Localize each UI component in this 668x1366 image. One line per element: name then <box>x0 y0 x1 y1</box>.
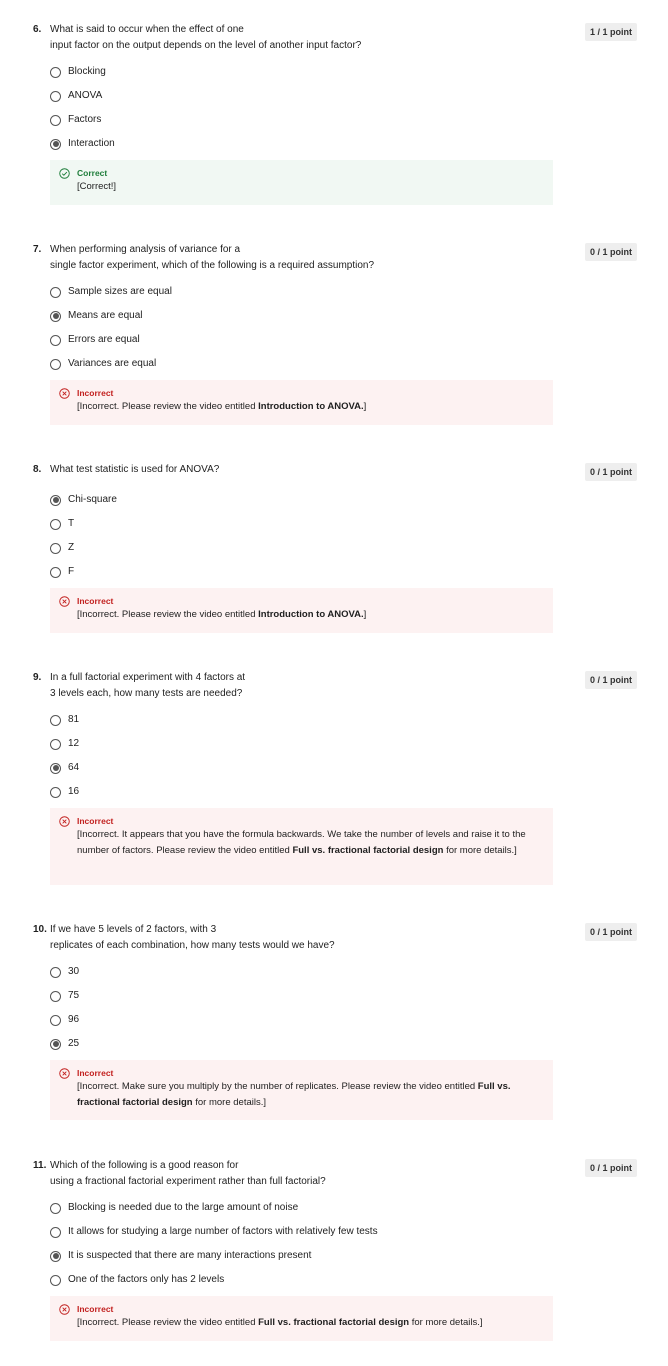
radio-selected-icon[interactable] <box>50 495 61 506</box>
points-badge: 0 / 1 point <box>585 463 637 481</box>
feedback-text <box>77 179 543 195</box>
answer-option[interactable] <box>50 712 79 728</box>
answer-option[interactable] <box>50 136 115 152</box>
feedback-text-part: for more details.] <box>443 845 517 856</box>
answer-option-label: Blocking <box>68 66 106 78</box>
answer-option-label: 96 <box>68 1014 80 1026</box>
radio-unselected-icon[interactable] <box>50 787 61 798</box>
answer-option-label: 64 <box>68 762 80 774</box>
points-badge: 0 / 1 point <box>585 671 637 689</box>
question-number: 6. <box>33 24 42 35</box>
points-badge: 0 / 1 point <box>585 243 637 261</box>
answer-option[interactable] <box>50 112 101 128</box>
question-text <box>50 922 550 954</box>
radio-selected-icon[interactable] <box>50 1039 61 1050</box>
radio-unselected-icon[interactable] <box>50 67 61 78</box>
question-text-line: single factor experiment, which of the following is a required assumption? <box>50 260 375 271</box>
feedback-status: Incorrect <box>77 1304 114 1314</box>
answer-option[interactable] <box>50 1200 298 1216</box>
answer-option[interactable] <box>50 760 79 776</box>
feedback-text-part: [Correct!] <box>77 181 117 192</box>
answer-option[interactable] <box>50 1224 378 1240</box>
x-circle-icon <box>59 596 70 607</box>
feedback-box <box>50 380 553 425</box>
points-badge: 0 / 1 point <box>585 1159 637 1177</box>
radio-selected-icon[interactable] <box>50 763 61 774</box>
answer-option[interactable] <box>50 540 74 556</box>
answer-option-label: ANOVA <box>68 90 103 102</box>
feedback-video-title: Introduction to ANOVA. <box>258 401 364 412</box>
feedback-box <box>50 1296 553 1341</box>
feedback-text <box>77 607 543 623</box>
question-text-line: In a full factorial experiment with 4 factors at <box>50 672 246 683</box>
answer-option[interactable] <box>50 64 106 80</box>
feedback-text <box>77 1315 543 1331</box>
question-text-line: What test statistic is used for ANOVA? <box>50 464 220 475</box>
x-circle-icon <box>59 1304 70 1315</box>
feedback-box <box>50 588 553 633</box>
answer-option[interactable] <box>50 308 143 324</box>
answer-option-label: 16 <box>68 786 80 798</box>
question-text-line: If we have 5 levels of 2 factors, with 3 <box>50 924 217 935</box>
answer-option[interactable] <box>50 332 140 348</box>
feedback-text <box>77 1079 543 1111</box>
feedback-text-part: [Incorrect. Please review the video entitled <box>77 401 259 412</box>
question-number: 10. <box>33 924 47 935</box>
question-text-line: What is said to occur when the effect of one <box>50 24 244 35</box>
answer-option[interactable] <box>50 492 117 508</box>
feedback-text-part: for more details.] <box>409 1317 483 1328</box>
feedback-video-title: Full vs. fractional factorial design <box>292 845 444 856</box>
answer-option[interactable] <box>50 356 156 372</box>
answer-option[interactable] <box>50 988 79 1004</box>
answer-option-label: One of the factors only has 2 levels <box>68 1274 225 1286</box>
answer-option[interactable] <box>50 516 74 532</box>
question-text-line: input factor on the output depends on the level of another input factor? <box>50 40 362 51</box>
feedback-text-part: ] <box>363 401 367 412</box>
feedback-box <box>50 808 553 885</box>
answer-option-label: Blocking is needed due to the large amount of noise <box>68 1202 299 1214</box>
answer-option[interactable] <box>50 1036 79 1052</box>
feedback-text-part: [Incorrect. Please review the video entitled <box>77 609 259 620</box>
answer-option-label: Factors <box>68 114 102 126</box>
feedback-video-title: Full vs. fractional factorial design <box>258 1317 410 1328</box>
radio-unselected-icon[interactable] <box>50 115 61 126</box>
answer-option-label: 12 <box>68 738 80 750</box>
answer-option-label: It is suspected that there are many interactions present <box>68 1250 312 1262</box>
points-badge: 0 / 1 point <box>585 923 637 941</box>
radio-selected-icon[interactable] <box>50 139 61 150</box>
feedback-status: Incorrect <box>77 816 114 826</box>
radio-unselected-icon[interactable] <box>50 991 61 1002</box>
question-text <box>50 242 550 274</box>
question-number: 8. <box>33 464 42 475</box>
question-text-line: using a fractional factorial experiment rather than full factorial? <box>50 1176 326 1187</box>
answer-option-label: 81 <box>68 714 80 726</box>
radio-unselected-icon[interactable] <box>50 567 61 578</box>
radio-unselected-icon[interactable] <box>50 1015 61 1026</box>
answer-option-label: Chi-square <box>68 494 117 506</box>
answer-option[interactable] <box>50 736 79 752</box>
answer-option[interactable] <box>50 1272 224 1288</box>
question-number: 7. <box>33 244 42 255</box>
answer-option-label: Errors are equal <box>68 334 140 346</box>
feedback-text <box>77 827 543 859</box>
question-text-line: replicates of each combination, how many tests would we have? <box>50 940 335 951</box>
radio-unselected-icon[interactable] <box>50 287 61 298</box>
check-circle-icon <box>59 168 70 179</box>
answer-option-label: Means are equal <box>68 310 143 322</box>
radio-selected-icon[interactable] <box>50 1251 61 1262</box>
feedback-status: Correct <box>77 168 108 178</box>
radio-unselected-icon[interactable] <box>50 1275 61 1286</box>
question-text-line: When performing analysis of variance for a <box>50 244 241 255</box>
x-circle-icon <box>59 816 70 827</box>
radio-unselected-icon[interactable] <box>50 519 61 530</box>
answer-option-label: Interaction <box>68 138 115 150</box>
radio-unselected-icon[interactable] <box>50 543 61 554</box>
radio-unselected-icon[interactable] <box>50 1203 61 1214</box>
feedback-box <box>50 160 553 205</box>
feedback-status: Incorrect <box>77 596 114 606</box>
answer-option-label: 75 <box>68 990 80 1002</box>
radio-unselected-icon[interactable] <box>50 967 61 978</box>
answer-option-label: Variances are equal <box>68 358 157 370</box>
feedback-text-part: for more details.] <box>192 1097 267 1108</box>
feedback-box <box>50 1060 553 1120</box>
answer-option[interactable] <box>50 784 79 800</box>
feedback-text-part: [Incorrect. It appears that you have the formula backwards. We take the number of levels and raise it to the number of factors. Please review the video entitled <box>77 829 526 856</box>
feedback-video-title: Introduction to ANOVA. <box>258 609 364 620</box>
question-text <box>50 670 550 702</box>
feedback-text-part: ] <box>363 609 367 620</box>
question-text-line: 3 levels each, how many tests are needed? <box>50 688 243 699</box>
answer-option[interactable] <box>50 964 79 980</box>
radio-unselected-icon[interactable] <box>50 715 61 726</box>
feedback-text-part: [Incorrect. Make sure you multiply by the number of replicates. Please review the video entitled <box>77 1081 478 1092</box>
answer-option[interactable] <box>50 284 172 300</box>
feedback-status: Incorrect <box>77 1068 114 1078</box>
x-circle-icon <box>59 1068 70 1079</box>
answer-option-label: It allows for studying a large number of factors with relatively few tests <box>68 1226 378 1238</box>
answer-option[interactable] <box>50 564 74 580</box>
answer-option-label: Z <box>68 542 75 554</box>
radio-selected-icon[interactable] <box>50 311 61 322</box>
question-text <box>50 22 550 54</box>
points-badge: 1 / 1 point <box>585 23 637 41</box>
feedback-text <box>77 399 543 415</box>
radio-unselected-icon[interactable] <box>50 739 61 750</box>
feedback-status: Incorrect <box>77 388 114 398</box>
answer-option[interactable] <box>50 88 102 104</box>
radio-unselected-icon[interactable] <box>50 359 61 370</box>
question-text-line: Which of the following is a good reason for <box>50 1160 239 1171</box>
answer-option[interactable] <box>50 1012 79 1028</box>
feedback-video-title: Full vs. fractional factorial design <box>77 1081 511 1108</box>
answer-option-label: Sample sizes are equal <box>68 286 172 298</box>
answer-option-label: 25 <box>68 1038 80 1050</box>
answer-option[interactable] <box>50 1248 311 1264</box>
question-number: 9. <box>33 672 42 683</box>
answer-option-label: 30 <box>68 966 80 978</box>
question-text <box>50 462 550 478</box>
answer-option-label: T <box>68 518 75 530</box>
question-number: 11. <box>33 1160 47 1171</box>
feedback-text-part: [Incorrect. Please review the video entitled <box>77 1317 259 1328</box>
radio-unselected-icon[interactable] <box>50 335 61 346</box>
radio-unselected-icon[interactable] <box>50 1227 61 1238</box>
x-circle-icon <box>59 388 70 399</box>
radio-unselected-icon[interactable] <box>50 91 61 102</box>
question-text <box>50 1158 550 1190</box>
answer-option-label: F <box>68 566 75 578</box>
